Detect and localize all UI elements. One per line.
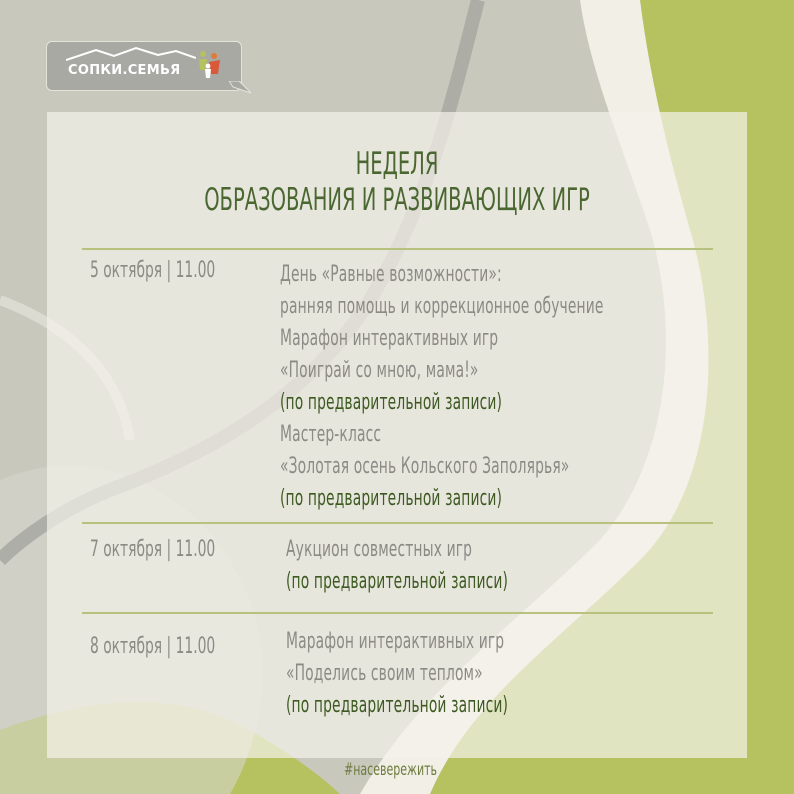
speech-tail-icon bbox=[229, 81, 253, 95]
event-line: Аукцион совместных игр bbox=[286, 537, 473, 562]
event-line: «Золотая осень Кольского Заполярья» bbox=[280, 454, 570, 479]
event-line: «Поделись своим теплом» bbox=[286, 661, 483, 686]
logo-text: СОПКИ.СЕМЬЯ bbox=[68, 63, 181, 78]
event-line: «Поиграй со мною, мама!» bbox=[280, 358, 479, 383]
event-line: Марафон интерактивных игр bbox=[280, 326, 499, 351]
title-line-2: ОБРАЗОВАНИЯ И РАЗВИВАЮЩИХ ИГР bbox=[204, 182, 590, 218]
logo bbox=[46, 41, 250, 93]
divider bbox=[82, 612, 713, 614]
registration-note: (по предварительной записи) bbox=[286, 569, 509, 594]
event-line: День «Равные возможности»: bbox=[280, 262, 502, 287]
registration-note: (по предварительной записи) bbox=[280, 390, 503, 415]
mountain-icon bbox=[66, 46, 196, 62]
family-figures-icon bbox=[196, 50, 222, 82]
title-line-1: НЕДЕЛЯ bbox=[355, 146, 439, 182]
registration-note: (по предварительной записи) bbox=[286, 693, 509, 718]
event-date: 5 октября | 11.00 bbox=[90, 258, 216, 283]
divider bbox=[82, 522, 713, 524]
hashtag: #насевережить bbox=[344, 760, 438, 780]
divider bbox=[82, 248, 713, 250]
event-line: Мастер-класс bbox=[280, 422, 382, 447]
registration-note: (по предварительной записи) bbox=[280, 486, 503, 511]
page-title bbox=[119, 146, 675, 218]
event-date: 7 октября | 11.00 bbox=[90, 537, 216, 562]
event-line: Марафон интерактивных игр bbox=[286, 629, 505, 654]
event-date: 8 октября | 11.00 bbox=[90, 634, 216, 659]
event-line: ранняя помощь и коррекционное обучение bbox=[280, 294, 604, 319]
